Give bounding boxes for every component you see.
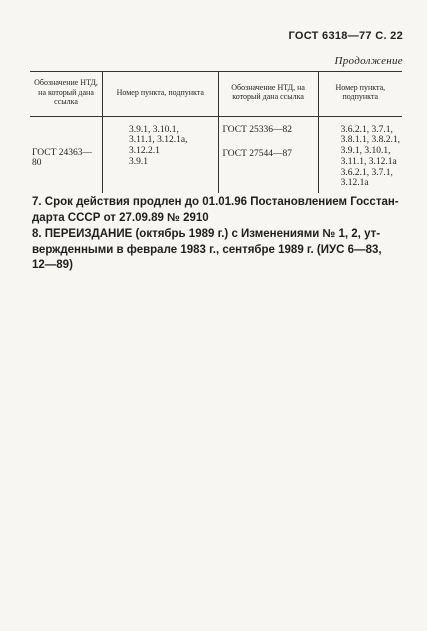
column-header-doc-2: Обозначение НТД, на который дана ссылка xyxy=(218,72,318,117)
note-line: вержденными в феврале 1983 г., сентябре 1989 г. (ИУС 6—83, xyxy=(32,243,382,256)
points-line: 3.6.2.1, 3.7.1, xyxy=(340,167,393,178)
points-line: 3.9.1 xyxy=(129,156,149,167)
table-header-row xyxy=(30,72,402,117)
doc-line: ГОСТ 27544—87 xyxy=(222,149,293,160)
page-header: ГОСТ 6318—77 С. 22 xyxy=(288,30,403,42)
table-cell-doc xyxy=(218,116,318,193)
points-line: 3.12.1а xyxy=(340,178,369,189)
points-line: 3.8.1.1, 3.8.2.1, xyxy=(340,135,400,146)
doc-spacer xyxy=(223,135,316,149)
points-line: 3.9.1, 3.10.1, xyxy=(340,146,391,157)
reference-table xyxy=(30,71,402,193)
note-8 xyxy=(32,227,404,274)
points-line: 3.11.1, 3.12.1а xyxy=(340,156,397,167)
note-line: 12—89) xyxy=(32,259,73,271)
table-cell-points xyxy=(103,116,219,193)
note-line: 8. ПЕРЕИЗДАНИЕ (октябрь 1989 г.) с Изменениями № 1, 2, ут- xyxy=(32,228,381,240)
table-row xyxy=(30,116,402,193)
points-line: 3.11.1, 3.12.1а, xyxy=(129,135,188,146)
note-7 xyxy=(32,195,404,226)
doc-line: ГОСТ 25336—82 xyxy=(222,124,293,135)
column-header-points-2: Номер пункта, подпункта xyxy=(318,72,402,117)
table-cell-doc: ГОСТ 24363—80 xyxy=(32,147,92,169)
points-line: 3.9.1, 3.10.1, xyxy=(129,124,179,135)
column-header-doc-1: Обозначение НТД, на который дана ссылка xyxy=(30,72,103,117)
table-cell-points xyxy=(318,116,402,193)
note-line: 7. Срок действия продлен до 01.01.96 Постановлением Госстан- xyxy=(32,196,399,208)
points-line: 3.12.2.1 xyxy=(129,146,160,157)
note-line: дарта СССР от 27.09.89 № 2910 xyxy=(32,211,209,224)
column-header-points-1: Номер пункта, подпункта xyxy=(103,72,219,117)
points-line: 3.6.2.1, 3.7.1, xyxy=(340,124,393,135)
continued-label: Продолжение xyxy=(334,55,403,67)
